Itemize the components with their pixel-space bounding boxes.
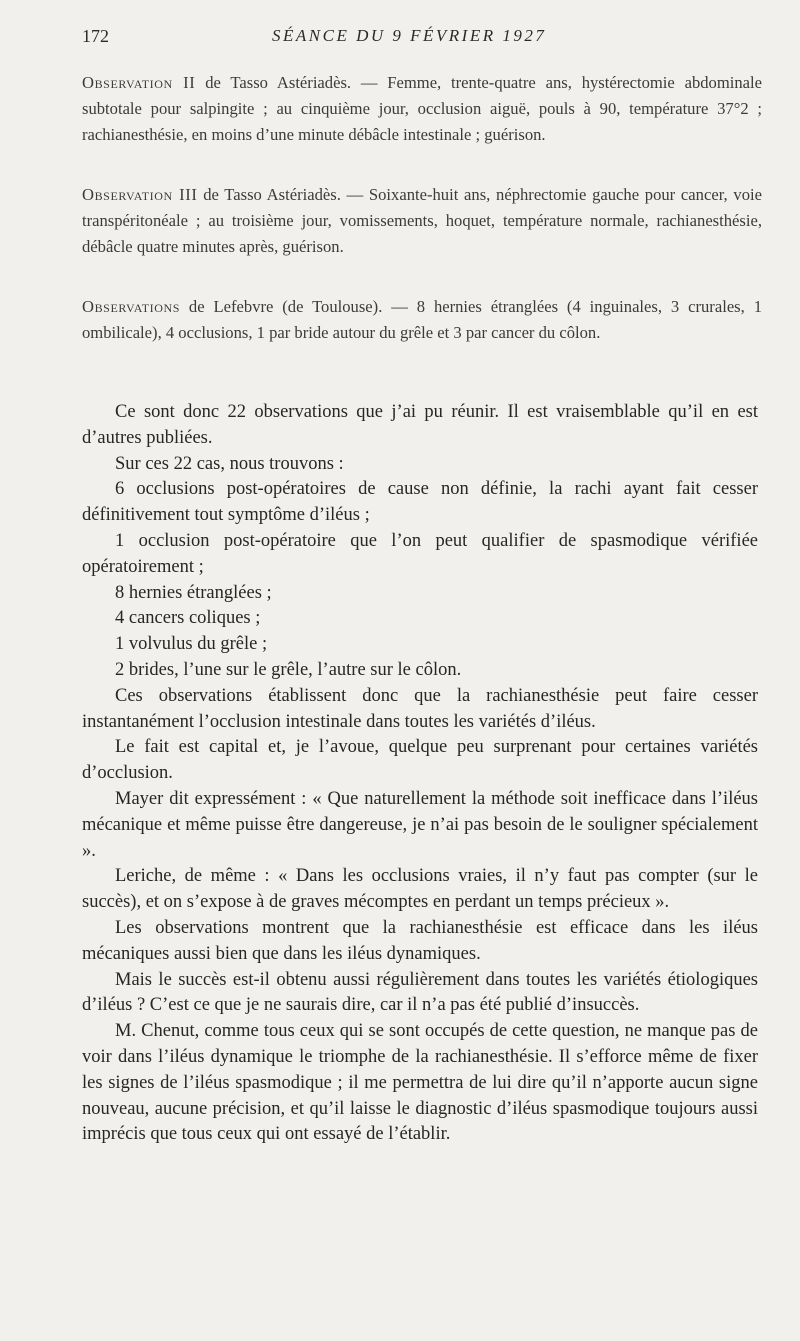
observation-block (82, 294, 762, 346)
body-text (82, 400, 758, 1148)
paragraph: Ces observations établissent donc que la rachianesthésie peut faire cesser instantanément l’occlusion intestinale dans toutes les variétés d’iléus. (82, 685, 758, 732)
observation-text: de Lefebvre (de Toulouse). — 8 hernies étranglées (4 inguinales, 3 crurales, 1 ombilicale), 4 occlusions, 1 par bride autour du grêle et 3 par cancer du côlon. (82, 297, 762, 342)
observation-lead: Observation III (82, 185, 198, 204)
paragraph: Ce sont donc 22 observations que j’ai pu réunir. Il est vraisemblable qu’il en est d’autres publiées. (82, 402, 758, 448)
list-item: 1 volvulus du grêle ; (115, 634, 268, 655)
running-title: SÉANCE DU 9 FÉVRIER 1927 (272, 26, 547, 45)
list-item: 1 occlusion post-opératoire que l’on peut qualifier de spasmodique vérifiée opératoirement ; (82, 530, 758, 577)
paragraph: Le fait est capital et, je l’avoue, quelque peu surprenant pour certaines variétés d’occlusion. (82, 737, 758, 784)
paragraph: Sur ces 22 cas, nous trouvons : (115, 453, 344, 474)
paragraph: Mayer dit expressément : « Que naturellement la méthode soit inefficace dans l’iléus mécanique et même puisse être dangereuse, je n’ai pas besoin de le souligner spécialement ». (82, 788, 758, 861)
paragraph: Les observations montrent que la rachianesthésie est efficace dans les iléus mécaniques aussi bien que dans les iléus dynamiques. (82, 917, 758, 964)
page-header (82, 26, 740, 50)
page-number: 172 (82, 26, 109, 46)
observation-lead: Observations (82, 297, 181, 316)
list-item: 4 cancers coliques ; (115, 608, 261, 629)
observation-text: de Tasso Astériadès. — Soixante-huit ans, néphrectomie gauche pour cancer, voie transpéritonéale ; au troisième jour, vomissements, hoquet, température normale, rachianesthésie, débâcle quatre minutes après, guérison. (82, 185, 763, 256)
list-item: 2 brides, l’une sur le grêle, l’autre sur le côlon. (115, 659, 462, 680)
observation-block (82, 182, 762, 260)
list-item: 8 hernies étranglées ; (115, 582, 272, 603)
observation-lead: Observation II (82, 73, 196, 92)
paragraph: Leriche, de même : « Dans les occlusions vraies, il n’y faut pas compter (sur le succès), et on s’expose à de graves mécomptes en perdant un temps précieux ». (82, 866, 758, 913)
list-item: 6 occlusions post-opératoires de cause non définie, la rachi ayant fait cesser définitivement tout symptôme d’iléus ; (82, 479, 758, 526)
observation-text: de Tasso Astériadès. — Femme, trente-quatre ans, hystérectomie abdominale subtotale pour salpingite ; au cinquième jour, occlusion aiguë, pouls à 90, température 37°2 ; rachianesthésie, en moins d’une minute débâcle intestinale ; guérison. (82, 73, 762, 144)
paragraph: Mais le succès est-il obtenu aussi régulièrement dans toutes les variétés étiologiques d’iléus ? C’est ce que je ne saurais dire, car il n’a pas été publié d’insuccès. (82, 969, 758, 1016)
observation-block (82, 70, 762, 148)
paragraph: M. Chenut, comme tous ceux qui se sont occupés de cette question, ne manque pas de voir dans l’iléus dynamique le triomphe de la rachianesthésie. Il s’efforce même de fixer les signes de l’iléus spasmodique ; il me permettra de lui dire qu’il n’apporte aucun signe nouveau, aucune précision, et qu’il laisse le diagnostic d’iléus spasmodique toujours aussi imprécis que tous ceux qui ont essayé de l’établir. (82, 1021, 758, 1145)
